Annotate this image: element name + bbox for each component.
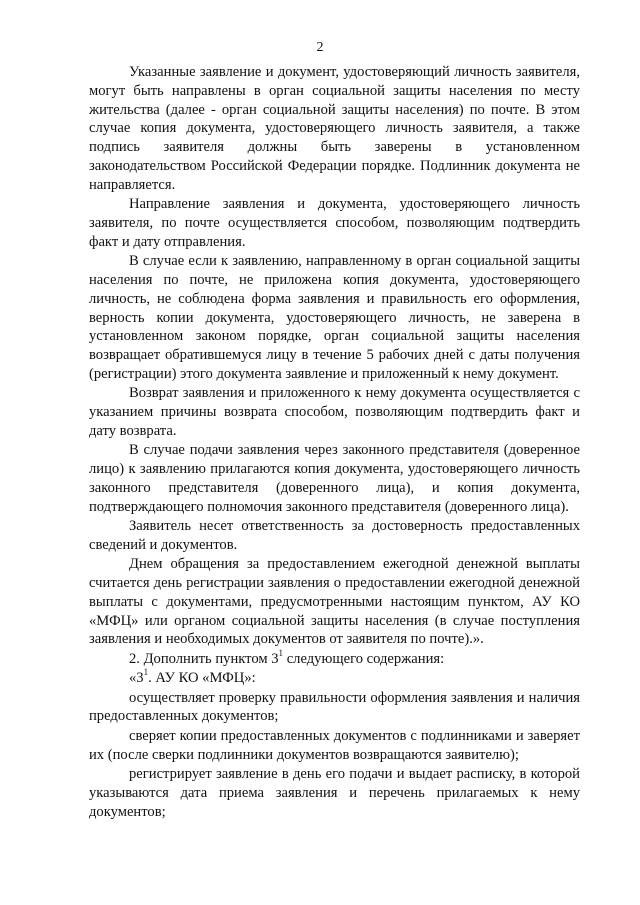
clause-heading-prefix: «3 (129, 670, 144, 687)
paragraph: Направление заявления и документа, удостоверяющего личность заявителя, по почте осуществляется способом, позволяющим подтвердить факт и дату отправления. (89, 196, 580, 250)
paragraph: Заявитель несет ответственность за достоверность предоставленных сведений и документов. (89, 518, 580, 553)
paragraph: В случае подачи заявления через законного представителя (доверенное лицо) к заявлению прилагаются копия документа, удостоверяющего личность законного представителя (доверенного лица), и копия документа, подтверждающего полномочия законного представителя (доверенного лица). (89, 442, 580, 515)
document-body (89, 63, 580, 822)
amendment-item-2 (89, 650, 580, 669)
paragraph: сверяет копии предоставленных документов с подлинниками и заверяет их (после сверки подлинники документов возвращаются заявителю); (89, 727, 580, 763)
clause-heading-superscript: 1 (143, 667, 149, 678)
paragraph: Днем обращения за предоставлением ежегодной денежной выплаты считается день регистрации заявления о предоставлении ежегодной денежной выплаты с документами, предусмотренными настоящим пунктом, АУ КО «МФЦ» или органом социальной защиты населения (в случае поступления заявления и необходимых документов от заявителя по почте).». (89, 556, 580, 648)
paragraph: осуществляет проверку правильности оформления заявления и наличия предоставленных документов; (89, 689, 580, 725)
amendment-item-2-suffix: следующего содержания: (283, 650, 445, 667)
paragraph: регистрирует заявление в день его подачи и выдает расписку, в которой указываются дата приема заявления и перечень прилагаемых к нему документов; (89, 766, 580, 820)
amendment-item-2-superscript: 1 (278, 648, 284, 658)
clause-heading (89, 669, 580, 688)
page-number: 2 (316, 40, 324, 55)
paragraph: Возврат заявления и приложенного к нему документа осуществляется с указанием причины возврата способом, позволяющим подтвердить факт и дату возврата. (89, 385, 580, 439)
paragraph: Указанные заявление и документ, удостоверяющий личность заявителя, могут быть направлены в орган социальной защиты населения по месту жительства (далее - орган социальной защиты населения) по почте. В этом случае копия документа, удостоверяющего личность заявителя, а также подпись заявителя должны быть заверены в установленном законодательством Российской Федерации порядке. Подлинник документа не направляется. (89, 64, 580, 193)
paragraph: В случае если к заявлению, направленному в орган социальной защиты населения по почте, не приложена копия документа, удостоверяющего личность, не соблюдена форма заявления и правильность его оформления, верность копии документа, удостоверяющего личность, не заверена в установленном законом порядке, орган социальной защиты населения возвращает обратившемуся лицу в течение 5 рабочих дней с даты получения (регистрации) этого документа заявление и приложенный к нему документ. (89, 253, 580, 382)
amendment-item-2-prefix: 2. Дополнить пунктом 3 (129, 650, 279, 667)
clause-heading-suffix: . АУ КО «МФЦ»: (148, 670, 256, 687)
